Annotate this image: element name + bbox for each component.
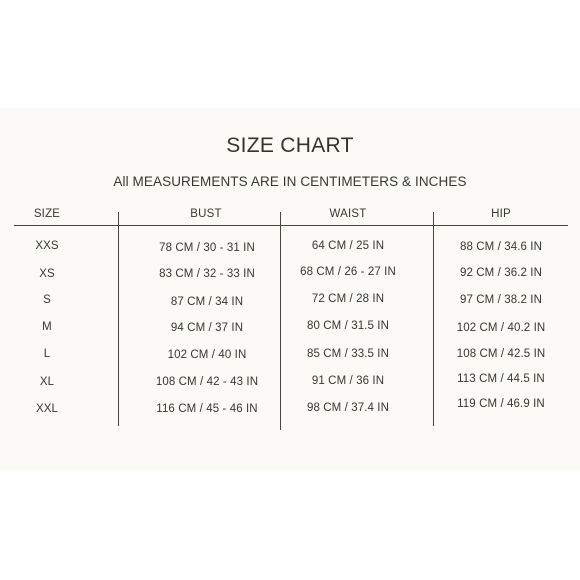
column-header-hip: HIP (491, 208, 511, 220)
cell-hip: 88 CM / 34.6 IN (459, 241, 543, 253)
cell-waist: 85 CM / 33.5 IN (306, 348, 390, 360)
column-header-waist: WAIST (329, 208, 367, 220)
column-header-bust: BUST (190, 208, 222, 220)
cell-size: XS (39, 268, 55, 280)
cell-waist: 80 CM / 31.5 IN (306, 320, 390, 332)
page-title: SIZE CHART (226, 134, 354, 157)
cell-hip: 102 CM / 40.2 IN (456, 322, 546, 334)
size-chart-card (0, 108, 580, 470)
cell-bust: 83 CM / 32 - 33 IN (159, 268, 255, 280)
cell-hip: 119 CM / 46.9 IN (457, 398, 545, 410)
cell-waist: 68 CM / 26 - 27 IN (300, 266, 396, 278)
cell-size: XXL (35, 403, 59, 415)
cell-bust: 94 CM / 37 IN (170, 322, 244, 334)
cell-bust: 108 CM / 42 - 43 IN (155, 376, 259, 388)
cell-bust: 116 CM / 45 - 46 IN (156, 403, 258, 415)
page-subtitle: All MEASUREMENTS ARE IN CENTIMETERS & INCHES (113, 174, 467, 189)
cell-hip: 92 CM / 36.2 IN (459, 267, 543, 279)
cell-size: M (42, 321, 52, 333)
cell-waist: 91 CM / 36 IN (311, 375, 385, 387)
cell-waist: 98 CM / 37.4 IN (306, 402, 390, 414)
cell-hip: 97 CM / 38.2 IN (459, 294, 543, 306)
cell-hip: 108 CM / 42.5 IN (456, 348, 546, 360)
cell-size: S (43, 294, 51, 306)
cell-hip: 113 CM / 44.5 IN (457, 373, 545, 385)
cell-size: XL (39, 376, 55, 388)
cell-bust: 102 CM / 40 IN (167, 349, 247, 361)
cell-size: XXS (35, 240, 59, 252)
cell-waist: 72 CM / 28 IN (311, 293, 385, 305)
column-header-size: SIZE (33, 208, 61, 220)
header-divider (14, 225, 568, 226)
cell-bust: 78 CM / 30 - 31 IN (159, 242, 255, 254)
cell-waist: 64 CM / 25 IN (311, 240, 385, 252)
cell-bust: 87 CM / 34 IN (170, 296, 244, 308)
cell-size: L (43, 348, 51, 360)
